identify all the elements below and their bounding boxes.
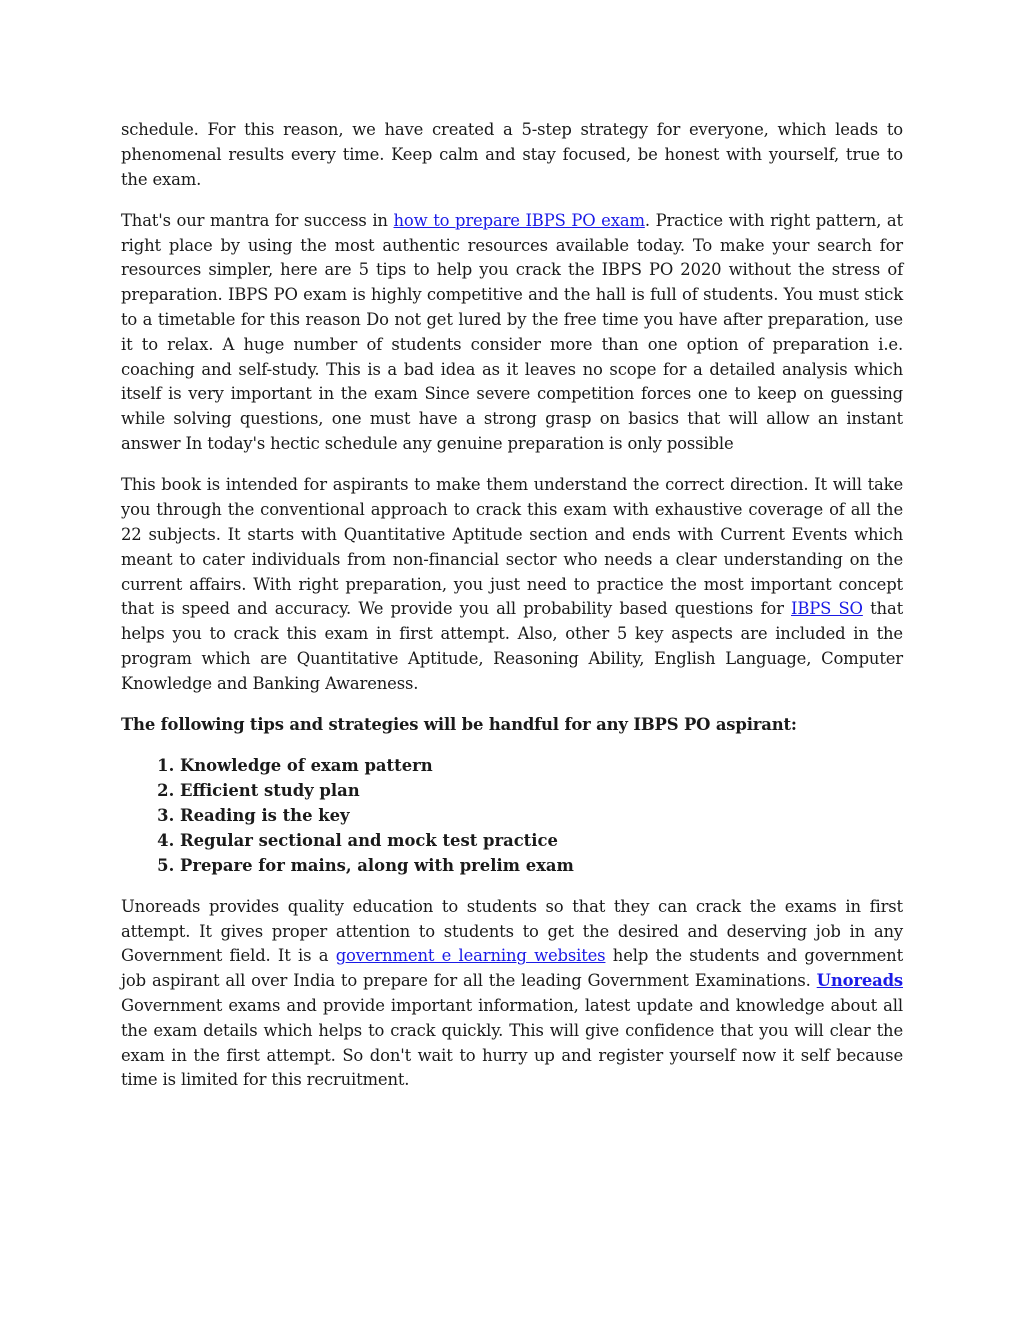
list-item: 2. Efficient study plan <box>180 779 903 804</box>
paragraph-unoreads <box>121 895 903 1093</box>
paragraph-book-text-start: This book is intended for aspirants to make them understand the correct direction. It will take you through the conventional approach to crack this exam with exhaustive coverage of all the 22 subjects. It starts with Quantitative Aptitude section and ends with Current Events which meant to cater individuals from non-financial sector who needs a clear understanding on the current affairs. With right preparation, you just need to practice the most important concept that is speed and accuracy. We provide you all probability based questions for <box>121 475 903 619</box>
paragraph-book-text-end: that helps you to crack this exam in first attempt. Also, other 5 key aspects are included in the program which are Quantitative Aptitude, Reasoning Ability, English Language, Computer Knowledge and Banking Awareness. <box>121 599 904 693</box>
paragraph-mantra-text-start: That's our mantra for success in <box>121 210 394 230</box>
link-how-to-prepare-ibps-po[interactable]: how to prepare IBPS PO exam <box>393 210 645 230</box>
list-item: 3. Reading is the key <box>180 804 903 829</box>
tips-heading: The following tips and strategies will be handful for any IBPS PO aspirant: <box>121 715 797 735</box>
list-item: 4. Regular sectional and mock test practice <box>180 829 903 854</box>
paragraph-intro-text: schedule. For this reason, we have created a 5-step strategy for everyone, which leads to phenomenal results every time. Keep calm and stay focused, be honest with yourself, true to the exam. <box>121 120 903 189</box>
paragraph-unoreads-text-1: Unoreads provides quality education to students so that they can crack the exams in first attempt. It gives proper attention to students to get the desired and deserving job in any Government field. It is a <box>121 896 903 966</box>
paragraph-mantra <box>121 209 903 457</box>
document-page <box>121 118 903 1110</box>
link-unoreads[interactable]: Unoreads <box>816 971 903 991</box>
link-ibps-so[interactable]: IBPS SO <box>791 599 863 619</box>
list-item: 5. Prepare for mains, along with prelim exam <box>180 854 903 879</box>
paragraph-intro <box>121 118 903 192</box>
list-item: 1. Knowledge of exam pattern <box>180 754 903 779</box>
paragraph-unoreads-text-2: help the students and government job aspirant all over India to prepare for all the leading Government Examinations. <box>121 946 904 991</box>
tips-list <box>121 754 903 878</box>
link-government-e-learning[interactable]: government e learning websites <box>335 946 606 966</box>
paragraph-book <box>121 473 903 696</box>
paragraph-mantra-text-end: . Practice with right pattern, at right place by using the most authentic resources available today. To make your search for resources simpler, here are 5 tips to help you crack the IBPS PO 2020 without the stress of preparation. IBPS PO exam is highly competitive and the hall is full of students. You must stick to a timetable for this reason Do not get lured by the free time you have after preparation, use it to relax. A huge number of students consider more than one option of preparation i.e. coaching and self-study. This is a bad idea as it leaves no scope for a detailed analysis which itself is very important in the exam Since severe competition forces one to keep on guessing while solving questions, one must have a strong grasp on basics that will allow an instant answer In today's hectic schedule any genuine preparation is only possible <box>121 210 903 454</box>
paragraph-unoreads-text-3: Government exams and provide important information, latest update and knowledge about all the exam details which helps to crack quickly. This will give confidence that you will clear the exam in the first attempt. So don't wait to hurry up and register yourself now it self because time is limited for this recruitment. <box>121 996 903 1090</box>
